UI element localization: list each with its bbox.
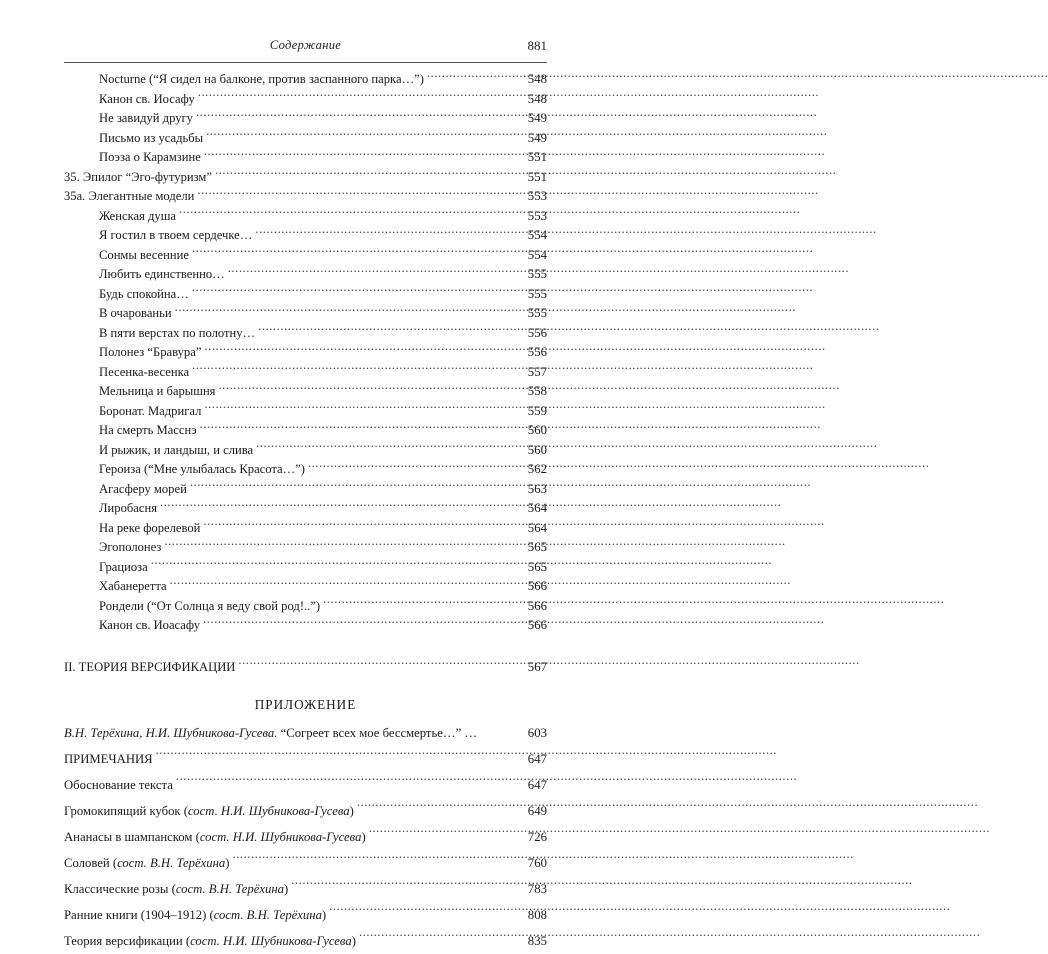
dot-leader: [323, 597, 504, 610]
toc-entry-page-number: 549: [527, 130, 547, 145]
toc-entry-page-number: 563: [527, 481, 547, 496]
toc-entry-label: [64, 876, 290, 902]
dot-leader: [427, 70, 504, 83]
toc-entry-label: [64, 746, 155, 772]
toc-entry-page-number: 554: [527, 247, 547, 262]
toc-entry-label: Боронат. Мадригал: [99, 403, 202, 418]
running-head: [64, 38, 547, 58]
toc-entry-label: Мельница и барышня: [99, 384, 216, 398]
toc-entry-label: Женская душа: [99, 208, 177, 223]
running-head-title: Содержание: [269, 38, 342, 52]
toc-entry-page-number: 551: [527, 150, 547, 164]
toc-entry-label: [64, 928, 358, 954]
toc-entry-page-number: 808: [527, 908, 547, 922]
dot-leader: [357, 802, 500, 815]
toc-entry-page-number: 548: [527, 72, 547, 86]
toc-entry-label-tail: ): [284, 882, 289, 896]
dot-leader: [329, 906, 500, 919]
toc-entry-label: Любить единственно…: [99, 267, 225, 281]
toc-appendix-entry-list: [64, 720, 547, 954]
toc-entry-theory-of-versification[interactable]: [64, 658, 547, 678]
dot-leader: [215, 168, 504, 181]
dot-leader: [255, 226, 504, 239]
dot-leader: [228, 265, 504, 278]
dot-leader: [160, 499, 504, 512]
toc-main-entry-list: [64, 70, 547, 636]
dot-leader: [308, 460, 504, 473]
dot-leader: [203, 519, 504, 532]
toc-entry-label-italic: сост. В.Н. Терёхина: [213, 908, 322, 922]
toc-entry-label: Рондели (“От Солнца я веду свой род!..”): [99, 598, 321, 613]
toc-entry-page-number: 551: [527, 169, 547, 184]
toc-entry-page-number: 783: [527, 882, 547, 896]
toc-entry-label-roman: Ананасы в шампанском (: [64, 830, 200, 844]
dot-leader: [196, 109, 504, 122]
dot-leader: [369, 828, 500, 841]
dot-leader: [258, 324, 504, 337]
dot-leader: [256, 441, 504, 454]
toc-entry-label: Героиза (“Мне улыбалась Красота…”): [99, 462, 306, 476]
toc-entry-label-italic: сост. Н.И. Шубникова-Гусева: [199, 830, 362, 844]
toc-entry-label: [64, 850, 232, 876]
toc-entry-page-number: 564: [527, 501, 547, 515]
toc-entry-label: Лиробасня: [99, 501, 157, 515]
dot-leader: [218, 382, 504, 395]
dot-leader: [175, 304, 504, 317]
toc-entry-label: 35. Эпилог “Эго-футуризм”: [64, 169, 212, 184]
toc-entry-label: И рыжик, и ландыш, и слива: [99, 442, 254, 457]
toc-entry-label-tail: ): [351, 934, 356, 948]
dot-leader: [156, 750, 500, 763]
toc-entry-label: Сонмы весенние: [99, 247, 189, 262]
toc-entry-label: Будь спокойна…: [99, 286, 189, 301]
dot-leader: [151, 558, 504, 571]
dot-leader: [233, 854, 501, 867]
toc-entry-page-number: 549: [527, 111, 547, 125]
toc-entry-page-number: 760: [527, 856, 547, 870]
toc-entry-label: Не завидуй другу: [99, 111, 193, 125]
toc-entry-page-number: 553: [527, 208, 547, 223]
appendix-heading: ПРИЛОЖЕНИЕ: [254, 697, 357, 712]
toc-entry-label: Эгополонез: [99, 540, 162, 554]
toc-entry-page-number: 566: [527, 579, 547, 593]
table-of-contents: [64, 70, 547, 954]
dot-leader: [192, 363, 504, 376]
toc-entry-page-number: 560: [527, 442, 547, 457]
toc-entry-page-number: 564: [527, 520, 547, 535]
toc-entry-label-tail: ): [321, 908, 327, 922]
toc-entry-page-number: 835: [527, 934, 547, 948]
dot-leader: [480, 724, 500, 737]
dot-leader: [204, 148, 504, 161]
toc-entry-page-number: 649: [527, 804, 547, 818]
toc-entry-page-number: 557: [527, 364, 547, 379]
toc-entry-page-number: 560: [527, 423, 547, 437]
toc-entry[interactable]: [99, 616, 547, 636]
dot-leader: [291, 880, 500, 893]
toc-entry-label: [64, 798, 356, 824]
toc-entry-label: 35а. Элегантные модели: [64, 189, 195, 203]
toc-entry-label: Письмо из усадьбы: [99, 130, 204, 145]
toc-entry-label-roman: ПРИМЕЧАНИЯ: [64, 752, 153, 766]
toc-entry-label: Песенка-весенка: [99, 364, 190, 379]
dot-leader: [203, 616, 504, 629]
dot-leader: [179, 207, 504, 220]
toc-entry-label-roman: Громокипящий кубок (: [64, 804, 188, 818]
dot-leader: [238, 658, 504, 671]
toc-entry-page-number: 555: [527, 306, 547, 320]
dot-leader: [164, 538, 504, 551]
toc-entry-label-tail: ): [361, 830, 366, 844]
toc-entry-page-number: 566: [527, 598, 547, 613]
toc-appendix-entry[interactable]: [64, 928, 547, 954]
dot-leader: [204, 343, 504, 356]
dot-leader: [176, 776, 500, 789]
toc-entry-page-number: 556: [527, 325, 547, 340]
toc-entry-label: Грациоза: [99, 559, 148, 574]
toc-entry-label: Хабанеретта: [99, 579, 167, 593]
toc-entry-page-number: 553: [527, 189, 547, 203]
toc-entry-label-roman: Теория версификации (: [64, 934, 191, 948]
toc-entry-page-number: 556: [527, 345, 547, 359]
page-folio-number: 881: [527, 38, 547, 53]
toc-entry-page-number: 647: [527, 752, 547, 766]
toc-theory-section: [64, 658, 547, 678]
toc-entry-page-number: 555: [527, 267, 547, 281]
toc-entry-label: В очарованьи: [99, 306, 172, 320]
toc-entry-label-italic: сост. В.Н. Терёхина: [175, 882, 285, 896]
toc-entry-page-number: 567: [527, 659, 547, 674]
dot-leader: [170, 577, 504, 590]
dot-leader: [204, 402, 504, 415]
toc-entry-page-number: 559: [527, 403, 547, 418]
dot-leader: [206, 129, 504, 142]
dot-leader: [198, 90, 504, 103]
toc-entry-label-roman: “Согреет всех мое бессмертье…” …: [277, 726, 478, 740]
toc-entry-label-italic: сост. В.Н. Терёхина: [117, 856, 226, 870]
toc-entry-label: Я гостил в твоем сердечке…: [99, 228, 253, 242]
toc-entry-label: Полонез “Бравура”: [99, 345, 202, 359]
dot-leader: [359, 932, 500, 945]
toc-entry-label-roman: Обоснование текста: [64, 778, 173, 792]
dot-leader: [192, 285, 504, 298]
toc-entry-page-number: 726: [527, 830, 547, 844]
toc-entry-page-number: 565: [527, 559, 547, 574]
toc-entry-label: Агасферу морей: [99, 481, 187, 496]
toc-entry-page-number: 554: [527, 228, 547, 242]
toc-entry-label-italic: В.Н. Терёхина, Н.И. Шубникова-Гусева.: [64, 726, 278, 740]
toc-entry-page-number: 565: [527, 540, 547, 554]
toc-entry-page-number: 566: [527, 618, 547, 632]
toc-entry-label: Канон св. Иосафу: [99, 91, 195, 106]
toc-entry-label-tail: ): [225, 856, 230, 870]
toc-entry-label: В пяти верстах по полотну…: [99, 325, 256, 340]
toc-entry-label: [64, 902, 328, 928]
toc-entry-page-number: 603: [527, 726, 547, 740]
toc-entry-label: На реке форелевой: [99, 520, 201, 535]
toc-entry-page-number: 562: [527, 462, 547, 476]
toc-entry-label-roman: Соловей (: [64, 856, 118, 870]
toc-entry-page-number: 558: [527, 384, 547, 398]
toc-entry-label: [64, 772, 175, 798]
toc-entry-page-number: 548: [527, 91, 547, 106]
toc-entry-page-number: 555: [527, 286, 547, 301]
toc-entry-label-roman: Классические розы (: [64, 882, 176, 896]
toc-entry-label-tail: ): [349, 804, 354, 818]
toc-entry-label: Nocturne (“Я сидел на балконе, против заспанного парка…”): [99, 72, 424, 86]
toc-entry-label-roman: Ранние книги (1904–1912) (: [64, 908, 214, 922]
toc-entry-page-number: 647: [527, 778, 547, 792]
toc-entry-label: II. ТЕОРИЯ ВЕРСИФИКАЦИИ: [64, 659, 236, 674]
toc-entry-label-italic: сост. Н.И. Шубникова-Гусева: [190, 934, 352, 948]
dot-leader: [197, 187, 504, 200]
dot-leader: [192, 246, 504, 259]
toc-entry-label: На смерть Масснэ: [99, 423, 197, 437]
toc-entry-label: Канон св. Иоасафу: [99, 618, 201, 632]
dot-leader: [190, 480, 504, 493]
dot-leader: [200, 421, 504, 434]
toc-entry-label: Поэза о Карамзине: [99, 150, 201, 164]
toc-entry-label-italic: сост. Н.И. Шубникова-Гусева: [187, 804, 350, 818]
